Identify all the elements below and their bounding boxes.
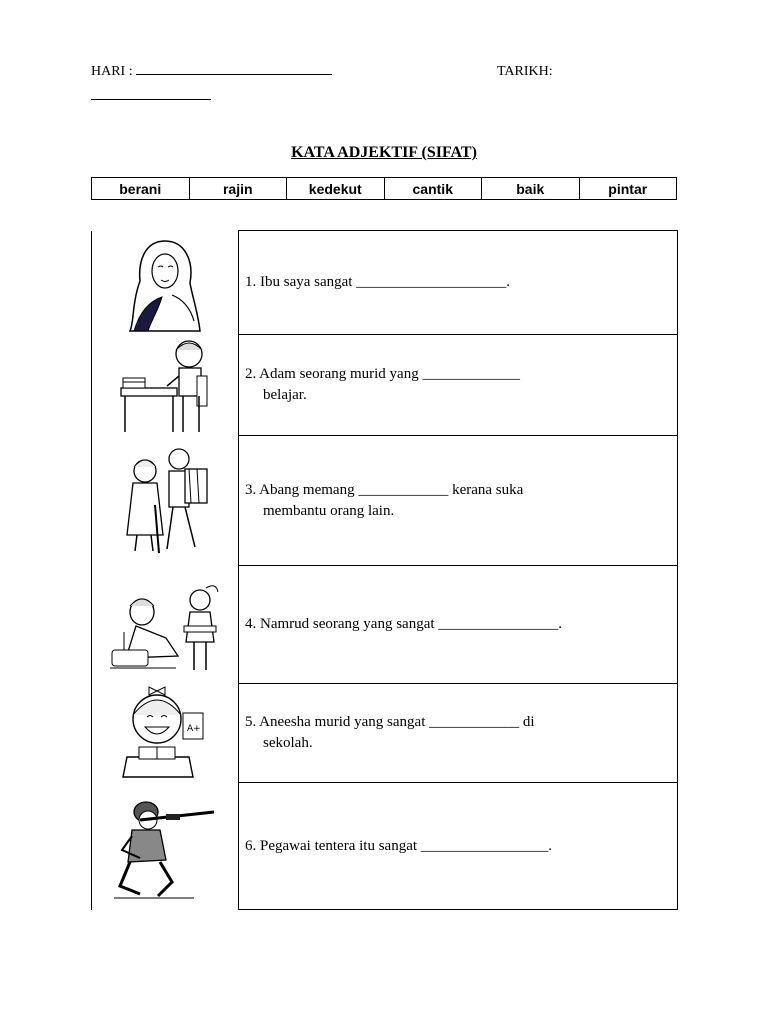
word-bank-item: cantik xyxy=(384,178,482,200)
question-row xyxy=(92,231,678,335)
question-text xyxy=(239,335,678,436)
question-table xyxy=(91,230,678,910)
question-picture xyxy=(92,684,239,783)
question-row xyxy=(92,436,678,566)
question-line: sekolah. xyxy=(263,735,313,751)
svg-text:A+: A+ xyxy=(187,724,201,734)
boy-helping-elder-icon xyxy=(115,445,215,557)
question-row xyxy=(92,335,678,436)
hari-blank[interactable] xyxy=(136,64,332,75)
hari-field xyxy=(91,64,332,80)
hari-label: HARI : xyxy=(91,64,133,79)
word-bank-item: rajin xyxy=(189,178,287,200)
question-picture xyxy=(92,335,239,436)
worksheet-title: KATA ADJEKTIF (SIFAT) xyxy=(291,144,477,161)
question-line: 6. Pegawai tentera itu sangat _________________. xyxy=(245,837,553,854)
word-bank xyxy=(91,177,677,200)
word-bank-item: baik xyxy=(482,178,580,200)
question-text xyxy=(239,436,678,566)
word-bank-item: kedekut xyxy=(287,178,385,200)
question-picture xyxy=(92,566,239,684)
question-line: 5. Aneesha murid yang sangat ____________ di xyxy=(245,714,535,730)
question-text xyxy=(239,566,678,684)
happy-girl-student-icon xyxy=(117,685,213,781)
question-row xyxy=(92,783,678,910)
question-line: 4. Namrud seorang yang sangat ________________. xyxy=(245,616,563,632)
question-text xyxy=(239,783,678,910)
soldier-aiming-icon xyxy=(110,790,220,902)
question-line: membantu orang lain. xyxy=(263,502,395,519)
tarikh-label: TARIKH: xyxy=(497,64,553,79)
question-picture xyxy=(92,783,239,910)
question-picture xyxy=(92,436,239,566)
boy-studying-icon xyxy=(115,336,215,434)
man-and-girl-icon xyxy=(106,576,224,674)
question-line: belajar. xyxy=(263,387,307,403)
word-bank-item: berani xyxy=(92,178,190,200)
woman-hijab-icon xyxy=(120,233,210,333)
tarikh-blank[interactable] xyxy=(91,89,211,100)
question-text xyxy=(239,684,678,783)
question-line: 1. Ibu saya sangat ____________________. xyxy=(245,274,510,290)
question-row xyxy=(92,566,678,684)
question-line: 2. Adam seorang murid yang _____________ xyxy=(245,366,520,382)
question-text xyxy=(239,231,678,335)
question-line: 3. Abang memang ____________ kerana suka xyxy=(245,481,524,498)
question-row xyxy=(92,684,678,783)
question-picture xyxy=(92,231,239,335)
word-bank-item: pintar xyxy=(579,178,677,200)
